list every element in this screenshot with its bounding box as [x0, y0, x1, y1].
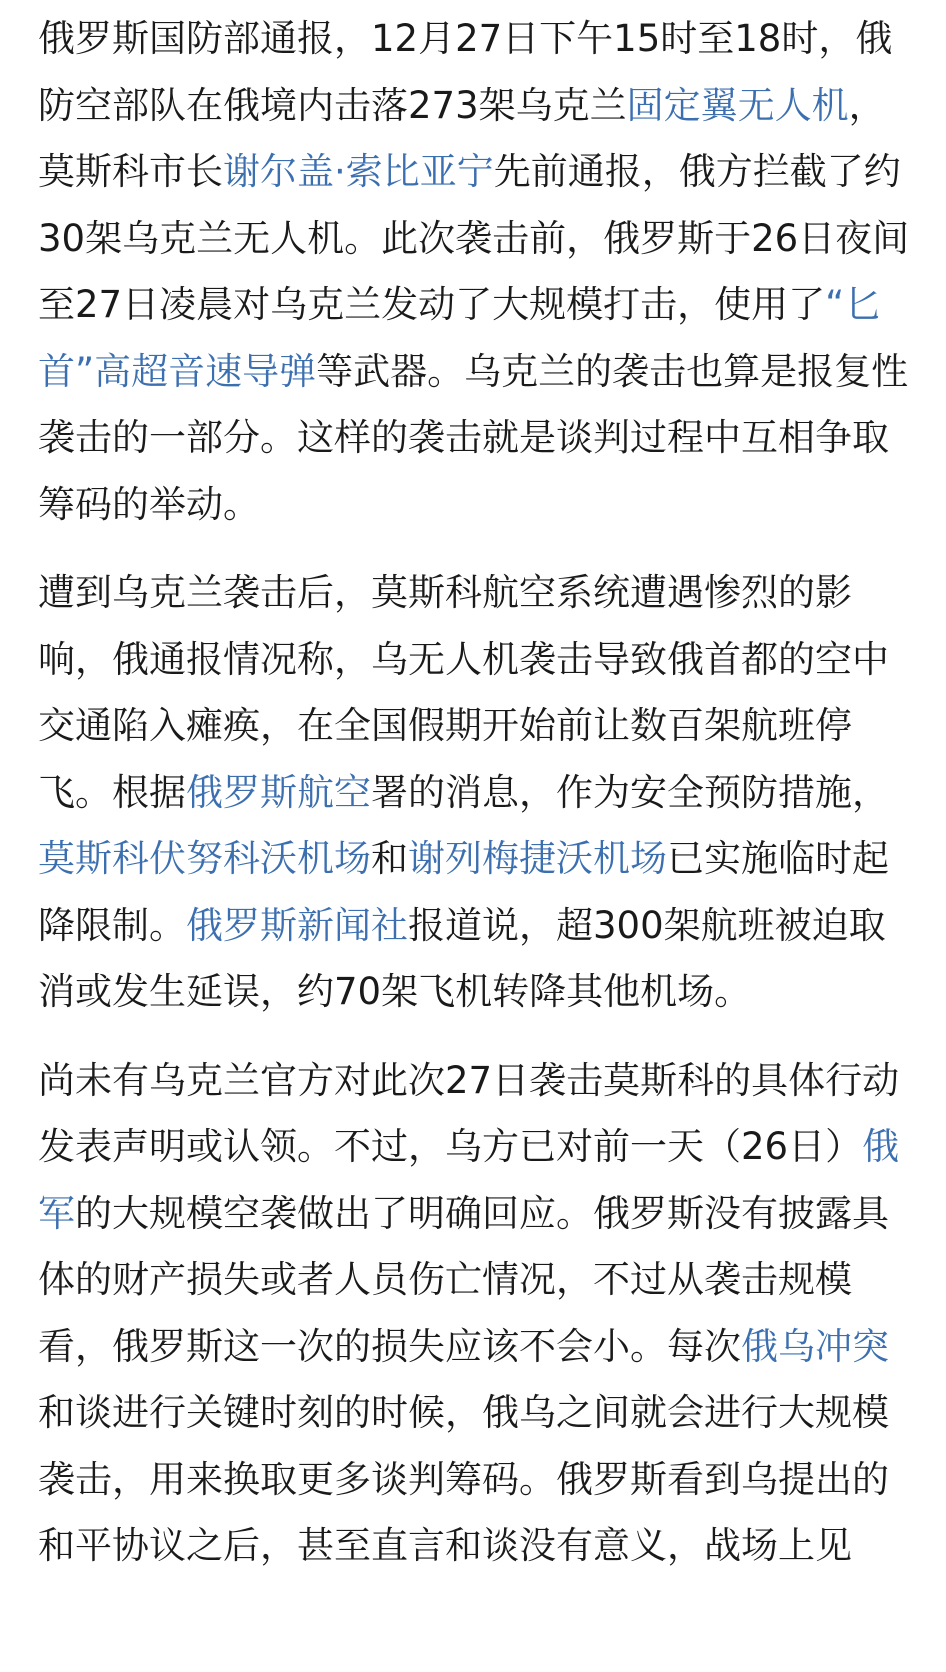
- text-segment: 和谈进行关键时刻的时候，俄乌之间就会进行大规模袭击，用来换取更多谈判筹码。俄罗斯看到乌提出的和平协议之后，甚至直言和谈没有意义，战场上见: [38, 1391, 889, 1567]
- text-segment: 的大规模空袭做出了明确回应。俄罗斯没有披露具体的财产损失或者人员伤亡情况，不过从袭击规模看，俄罗斯这一次的损失应该不会小。每次: [38, 1191, 889, 1368]
- text-segment: 报道说，超300架航班被迫取消或发生延误，约70架飞机转降其他机场。: [38, 903, 886, 1013]
- text-segment: 和: [371, 837, 408, 880]
- paragraph-3: [38, 1048, 914, 1580]
- article-body: [38, 6, 914, 1602]
- text-segment: 等武器。乌克兰的袭击也算是报复性袭击的一部分。这样的袭击就是谈判过程中互相争取筹码的举动。: [38, 349, 909, 526]
- text-segment: 尚未有乌克兰官方对此次27日袭击莫斯科的具体行动发表声明或认领。不过，乌方已对前一天（26日）: [38, 1058, 900, 1168]
- text-segment: 俄罗斯国防部通报，12月27日下午15时至18时，俄防空部队在俄境内击落273架乌克兰: [38, 17, 893, 127]
- text-segment: 署的消息，作为安全预防措施，: [371, 770, 889, 814]
- link-sobyanin[interactable]: 谢尔盖·索比亚宁: [223, 150, 494, 193]
- text-segment: ，莫斯科市长: [38, 83, 886, 193]
- link-vnukovo-airport[interactable]: 莫斯科伏努科沃机场: [38, 837, 371, 880]
- text-segment: 遭到乌克兰袭击后，莫斯科航空系统遭遇惨烈的影响，俄通报情况称，乌无人机袭击导致俄首都的空中交通陷入瘫痪，在全国假期开始前让数百架航班停飞。根据: [38, 571, 889, 814]
- link-rosaviatsia[interactable]: 俄罗斯航空: [186, 770, 371, 814]
- link-fixed-wing-drone[interactable]: 固定翼无人机: [626, 83, 849, 127]
- link-ria-novosti[interactable]: 俄罗斯新闻社: [186, 903, 408, 947]
- link-russia-ukraine-conflict[interactable]: 俄乌冲突: [741, 1324, 889, 1368]
- text-segment: 已实施临时起降限制。: [38, 837, 889, 947]
- paragraph-1: [38, 6, 914, 538]
- link-sheremetyevo-airport[interactable]: 谢列梅捷沃机场: [408, 837, 667, 880]
- link-kinzhal-missile[interactable]: “匕首”高超音速导弹: [38, 283, 882, 393]
- link-russian-army[interactable]: 俄军: [38, 1125, 900, 1235]
- text-segment: 先前通报，俄方拦截了约30架乌克兰无人机。此次袭击前，俄罗斯于26日夜间至27日凌晨对乌克兰发动了大规模打击，使用了: [38, 150, 910, 326]
- paragraph-2: [38, 560, 914, 1026]
